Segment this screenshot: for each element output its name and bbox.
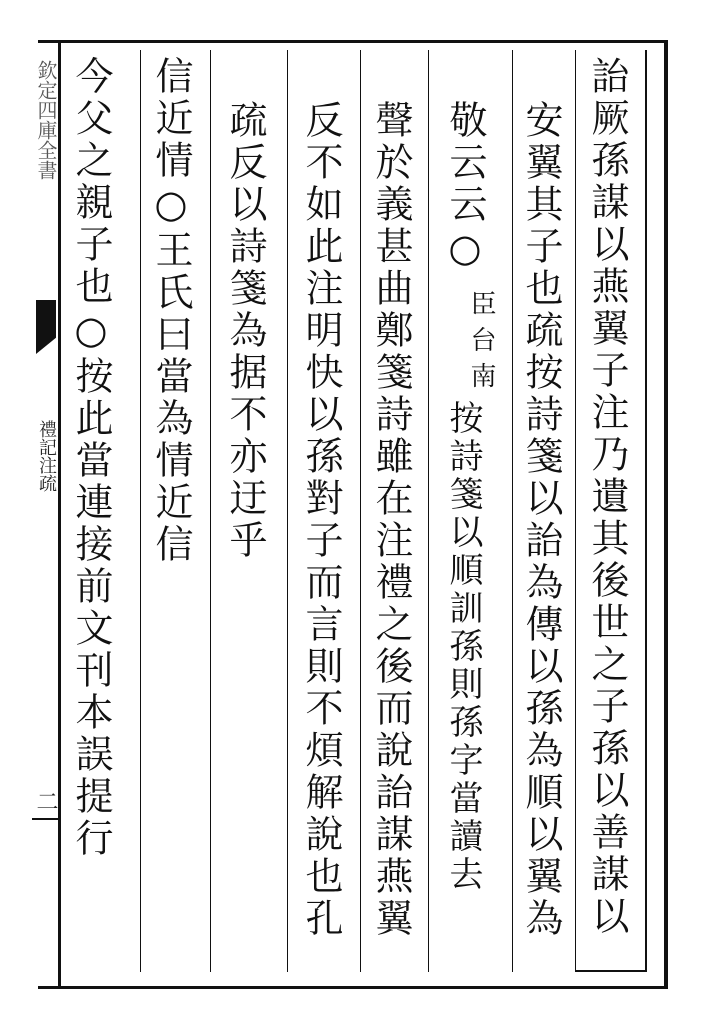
text-column-1: 詒厥孫謀以燕翼子注乃遺其後世之子孫以善謀以 <box>585 56 629 938</box>
frame-top-rule <box>38 40 668 43</box>
frame-right-rule <box>664 40 668 989</box>
scholar-note-text: 按詩箋以順訓孫則孫字當讀去 <box>443 400 483 894</box>
text-column-4: 聲於義甚曲鄭箋詩雖在注禮之後而說詒謀燕翼 <box>369 100 413 940</box>
column-divider <box>428 50 429 972</box>
column-divider <box>360 50 361 972</box>
column-divider <box>140 50 141 972</box>
inner-frame-rule <box>645 50 647 972</box>
text-column-6: 疏反以詩箋為据不亦迂乎 <box>223 100 267 562</box>
column-divider <box>210 50 211 972</box>
book-title: 禮記注疏 <box>36 420 57 492</box>
text-column-5: 反不如此注明快以孫對子而言則不煩解說也孔 <box>299 100 343 940</box>
fold-mark <box>36 300 56 354</box>
text-column-2: 安翼其子也疏按詩箋以詒為傳以孫為順以翼為 <box>519 100 563 940</box>
scholar-note-label: 臣台南 <box>466 290 496 398</box>
text-column-7: 信近情○王氏曰當為情近信 <box>149 56 193 566</box>
page-number-tick <box>32 818 58 820</box>
page-number: 二 <box>33 790 58 812</box>
frame-bottom-rule <box>38 986 668 989</box>
column-divider <box>575 50 576 972</box>
text-column-8: 今父之親子也○按此當連接前文刊本誤提行 <box>69 56 113 860</box>
left-edge-text: 欽定四庫全書 <box>34 60 58 180</box>
frame-left-rule <box>58 40 61 989</box>
column-divider <box>287 50 288 972</box>
inner-frame-rule <box>575 970 647 972</box>
text-column-3: 敬云云○ <box>443 100 487 274</box>
column-divider <box>512 50 513 972</box>
